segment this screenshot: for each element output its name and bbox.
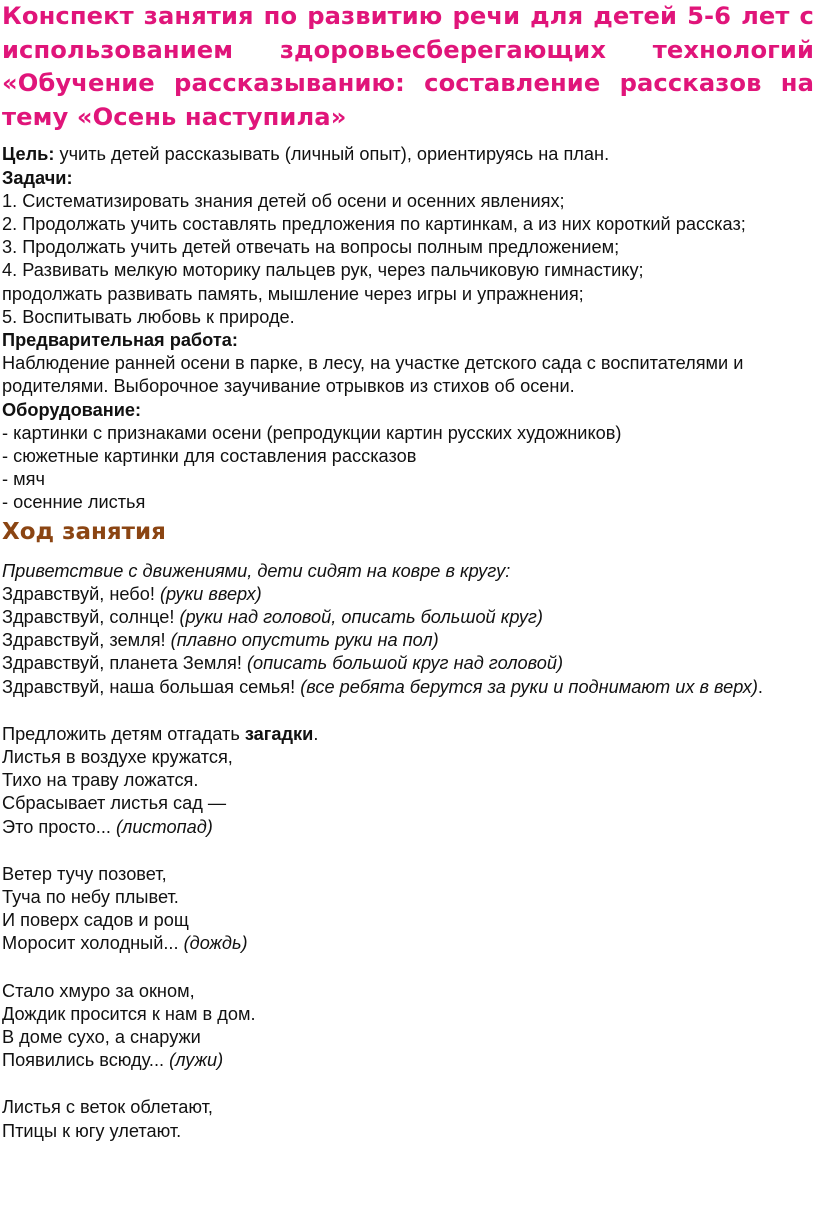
riddle: Стало хмуро за окном, Дождик просится к нам в дом. В доме сухо, а снаружи Появились всюду... (лужи) — [2, 980, 256, 1071]
riddle: Листья с веток облетают, Птицы к югу улетают. — [2, 1097, 213, 1141]
task-item: 1. Систематизировать знания детей об осени и осенних явлениях; — [2, 190, 565, 211]
greeting-section — [2, 560, 814, 699]
preliminary-section — [2, 329, 814, 399]
greeting-line: Здравствуй, земля! (плавно опустить руки на пол) — [2, 630, 439, 651]
goal-text: учить детей рассказывать (личный опыт), ориентируясь на план. — [54, 144, 610, 165]
equipment-label: Оборудование: — [2, 399, 142, 420]
equipment-item: - сюжетные картинки для составления рассказов — [2, 446, 417, 467]
preliminary-text: Наблюдение ранней осени в парке, в лесу, на участке детского сада с воспитателями и родителями. Выборочное заучивание отрывков из стихов об осени. — [2, 353, 744, 397]
document-title: Конспект занятия по развитию речи для детей 5-6 лет с использованием здоровьесберегающих технологий «Обучение рассказыванию: составление рассказов на тему «Осень наступила» — [2, 2, 814, 131]
equipment-item: - мяч — [2, 469, 45, 490]
riddle-answer: (дождь) — [183, 933, 248, 954]
task-item: продолжать развивать память, мышление через игры и упражнения; — [2, 283, 584, 304]
equipment-section — [2, 399, 814, 515]
greeting-line: Здравствуй, небо! (руки вверх) — [2, 583, 262, 604]
tasks-section — [2, 167, 814, 329]
task-item: 3. Продолжать учить детей отвечать на вопросы полным предложением; — [2, 237, 620, 258]
preliminary-label: Предварительная работа: — [2, 330, 238, 350]
riddle-answer: (лужи) — [169, 1050, 224, 1071]
task-item: 4. Развивать мелкую моторику пальцев рук, через пальчиковую гимнастику; — [2, 260, 644, 281]
riddle: Ветер тучу позовет, Туча по небу плывет. И поверх садов и рощ Моросит холодный... (дождь) — [2, 863, 248, 954]
greeting-line: Здравствуй, планета Земля! (описать большой круг над головой) — [2, 653, 564, 674]
goal-section — [2, 143, 814, 166]
goal-label: Цель: — [2, 144, 55, 165]
riddles-intro: Предложить детям отгадать загадки. — [2, 723, 319, 744]
riddle-answer: (листопад) — [116, 816, 213, 837]
equipment-item: - осенние листья — [2, 492, 146, 513]
greeting-intro: Приветствие с движениями, дети сидят на ковре в кругу: — [2, 560, 511, 581]
greeting-line: Здравствуй, наша большая семья! (все ребята берутся за руки и поднимают их в верх). — [2, 676, 763, 697]
task-item: 5. Воспитывать любовь к природе. — [2, 306, 295, 327]
lesson-heading: Ход занятия — [2, 518, 166, 545]
riddle: Листья в воздухе кружатся, Тихо на траву ложатся. Сбрасывает листья сад — Это просто... (листопад) — [2, 747, 233, 837]
riddles-section — [2, 723, 814, 1143]
greeting-line: Здравствуй, солнце! (руки над головой, описать большой круг) — [2, 607, 543, 628]
equipment-item: - картинки с признаками осени (репродукции картин русских художников) — [2, 422, 622, 443]
task-item: 2. Продолжать учить составлять предложения по картинкам, а из них короткий рассказ; — [2, 213, 746, 234]
tasks-label: Задачи: — [2, 167, 73, 188]
